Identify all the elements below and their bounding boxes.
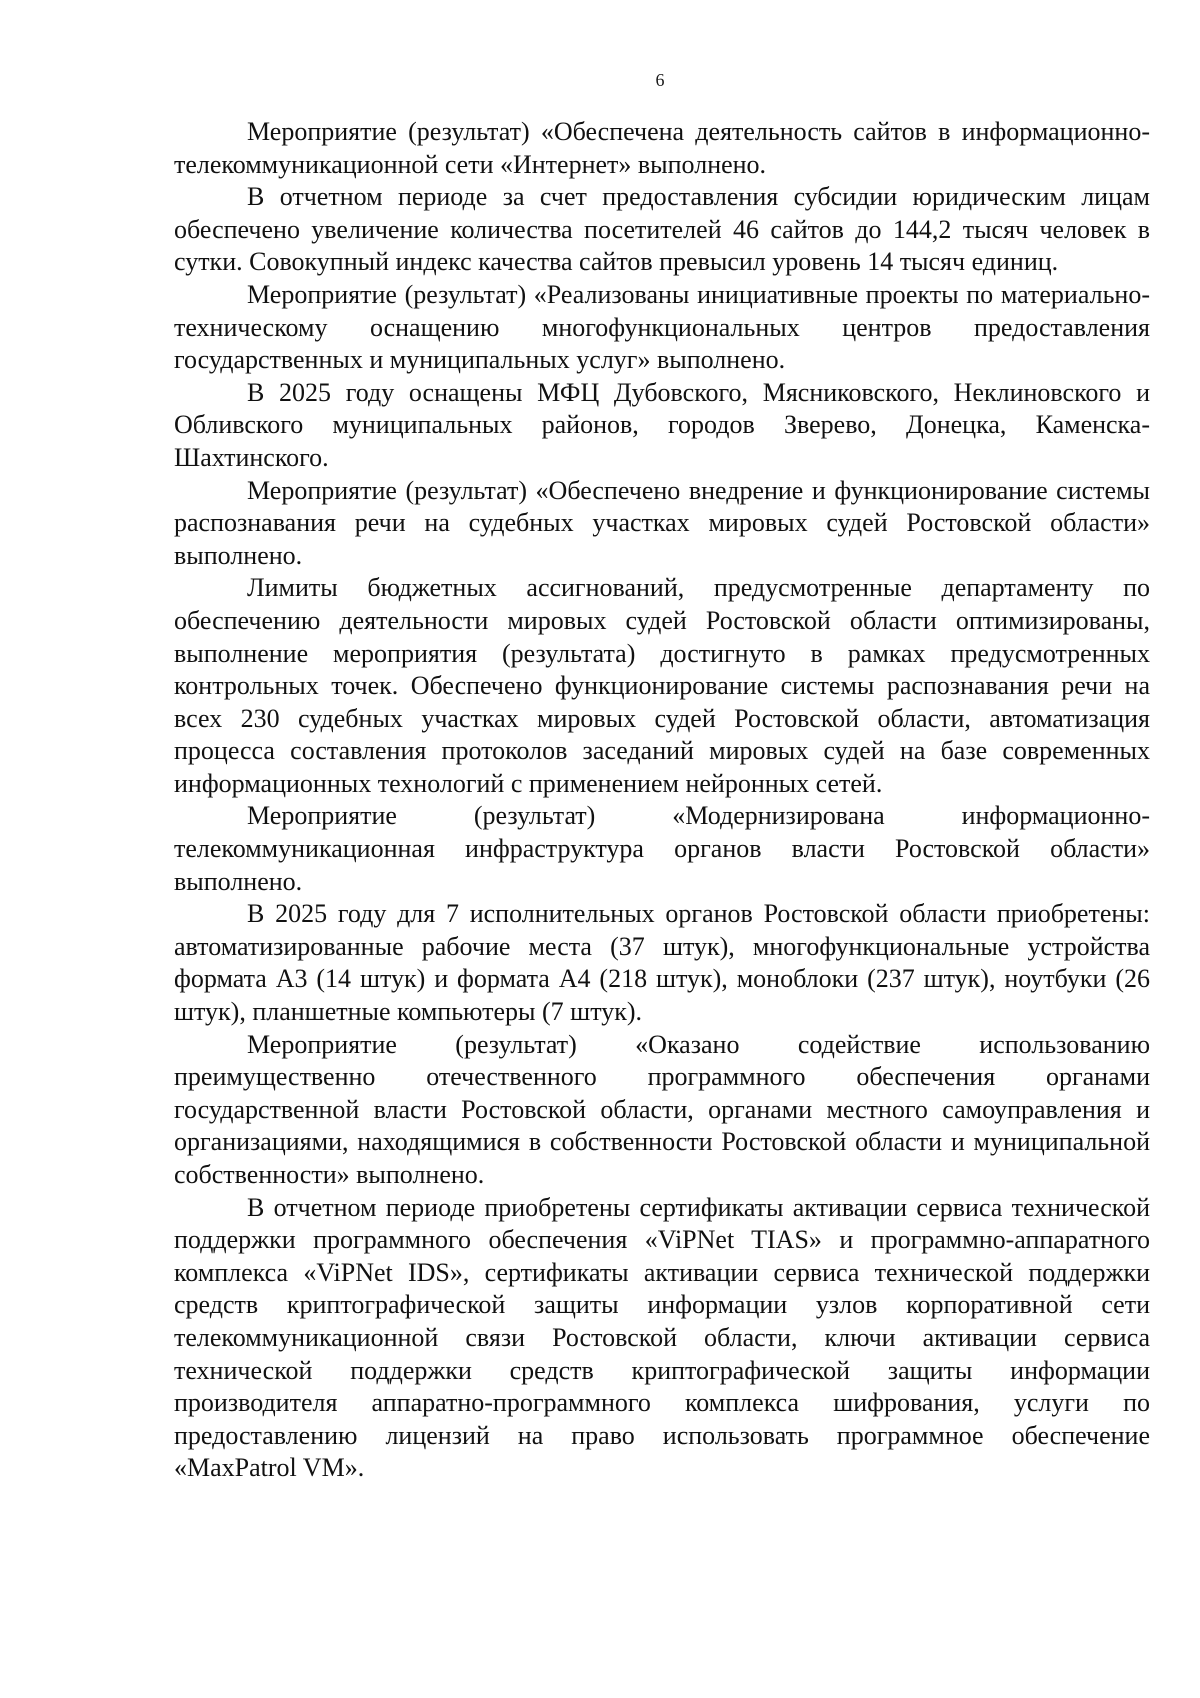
paragraph-event-domestic-software: Мероприятие (результат) «Оказано содействие использованию преимущественно отечественного программного обеспечения органами государственной власти Ростовской области, органами местного самоуправления и организациями, находящимися в собственности Ростовской области и муниципальной собственности» выполнено.: [174, 1029, 1150, 1189]
paragraph-event-websites: Мероприятие (результат) «Обеспечена деятельность сайтов в информационно-телекоммуникационной сети «Интернет» выполнено.: [174, 117, 1150, 179]
paragraph-event-infrastructure: Мероприятие (результат) «Модернизирована информационно-телекоммуникационная инфраструктура органов власти Ростовской области» выполнено.: [174, 801, 1150, 896]
paragraph-event-mfc-projects: Мероприятие (результат) «Реализованы инициативные проекты по материально-техническому оснащению многофункциональных центров предоставления государственных и муниципальных услуг» выполнено.: [174, 279, 1150, 375]
paragraph-websites-report: В отчетном периоде за счет предоставления субсидии юридическим лицам обеспечено увеличение количества посетителей 46 сайтов до 144,2 тысяч человек в сутки. Совокупный индекс качества сайтов превысил уровень 14 тысяч единиц.: [174, 182, 1150, 277]
paragraph-mfc-equipped: В 2025 году оснащены МФЦ Дубовского, Мясниковского, Неклиновского и Обливского муниципальных районов, городов Зверево, Донецка, Каменска-Шахтинского.: [174, 377, 1150, 472]
paragraph-equipment-purchased: В 2025 году для 7 исполнительных органов Ростовской области приобретены: автоматизированные рабочие места (37 штук), многофункциональные устройства формата А3 (14 штук) и формата А4 (218 штук), моноблоки (237 штук), ноутбуки (26 штук), планшетные компьютеры (7 штук).: [174, 899, 1150, 1027]
paragraph-budget-limits: Лимиты бюджетных ассигнований, предусмотренные департаменту по обеспечению деятельности мировых судей Ростовской области оптимизированы, выполнение мероприятия (результата) достигнуто в рамках предусмотренных контрольных точек. Обеспечено функционирование системы распознавания речи на всех 230 судебных участках мировых судей Ростовской области, автоматизация процесса составления протоколов заседаний мировых судей на базе современных информационных технологий с применением нейронных сетей.: [174, 573, 1150, 798]
page-number: 6: [655, 70, 665, 90]
document-body: [174, 116, 1150, 1485]
paragraph-certificates-purchased: В отчетном периоде приобретены сертификаты активации сервиса технической поддержки программного обеспечения «ViPNet TIAS» и программно-аппаратного комплекса «ViPNet IDS», сертификаты активации сервиса технической поддержки средств криптографической защиты информации узлов корпоративной сети телекоммуникационной связи Ростовской области, ключи активации сервиса технической поддержки средств криптографической защиты информации производителя аппаратно-программного комплекса шифрования, услуги по предоставлению лицензий на право использовать программное обеспечение «MaxPatrol VM».: [174, 1192, 1150, 1483]
paragraph-event-speech-recognition: Мероприятие (результат) «Обеспечено внедрение и функционирование системы распознавания речи на судебных участках мировых судей Ростовской области» выполнено.: [174, 475, 1150, 570]
